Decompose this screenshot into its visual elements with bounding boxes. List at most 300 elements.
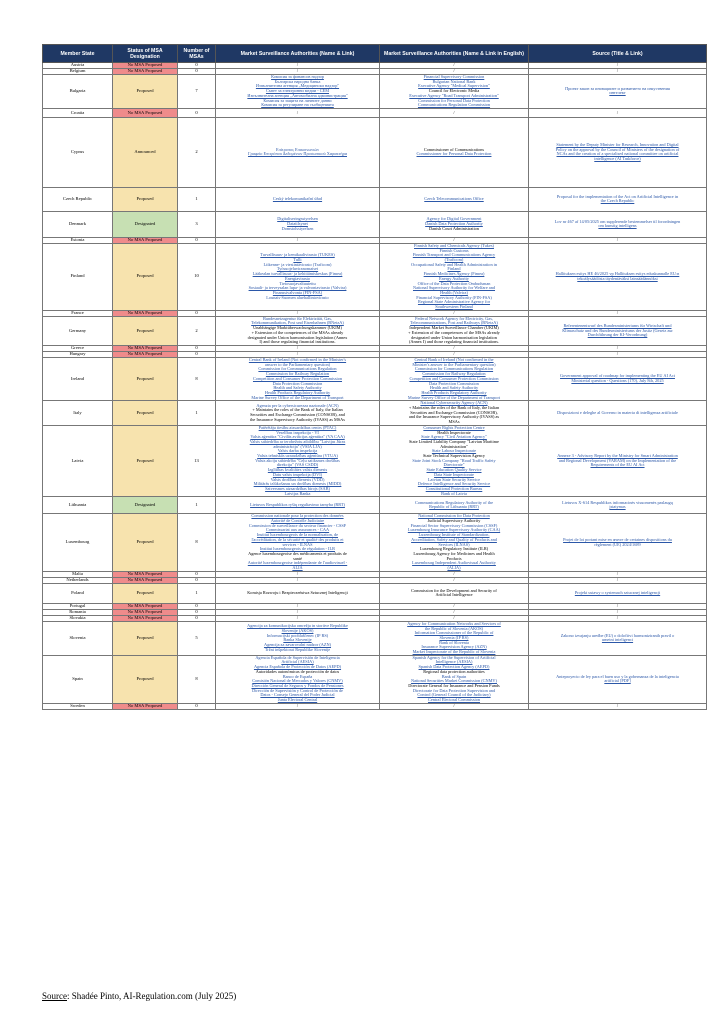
msa-count-cell: 2 [178, 117, 216, 187]
member-state-cell: Austria [43, 63, 113, 69]
source-link[interactable]: Lietuvos X-614 Respublikos informacinės visuomenės paslaugų [562, 500, 673, 505]
authority-link[interactable]: Regional State Administrative Agency for [417, 300, 491, 305]
authority-link[interactable]: Banco de España [282, 674, 313, 679]
msa-count-cell: 3 [178, 211, 216, 237]
authority-link[interactable]: Financial Supervisory Commission [423, 75, 485, 79]
authority-text: / [453, 615, 455, 620]
authority-link[interactable]: Luxembourg Institute of Standardization, [418, 533, 490, 538]
status-cell: Proposed [113, 357, 178, 400]
authority-link[interactable]: Turvallisuus- ja kemikaalivirasto (TUKES) [260, 253, 335, 258]
authority-link[interactable]: Valsts tehniskās uzraudzības aģentūra (VTUA) [257, 454, 338, 459]
member-state-cell: Italy [43, 401, 113, 426]
authority-link[interactable]: Bank of Spain [441, 674, 467, 679]
authority-text: / [453, 110, 455, 115]
source-link[interactable]: Projet de loi portant mise en œuvre de certaines dispositions du [563, 537, 672, 542]
source-link[interactable]: Проект закон за иновациите и развитието на изкуствения [565, 86, 670, 91]
authority-link[interactable]: Luxembourg Independent Audiovisual Authority [412, 561, 496, 566]
authority-link[interactable]: the Republic of Slovenia (AKOS) [424, 626, 484, 631]
authority-link[interactable]: Executive Agency "Medical Supervision" [418, 84, 490, 89]
authority-link[interactable]: Комисия за финансов надзор [271, 75, 324, 79]
source-link[interactable]: Hallituksen esitys HE 46/2025 vp Hallituksen esitys eduskunnalle EU:n [555, 272, 680, 277]
authority-link[interactable]: Institut luxembourgeois de la normalisation, de [256, 533, 339, 538]
authority-link[interactable]: Agencija za komunikacijska omrežja in storitve Republike [247, 624, 348, 629]
authorities-english-cell [380, 187, 529, 211]
authority-link[interactable]: Constitutional Protection Bureau [425, 486, 483, 491]
authorities-native-cell [216, 621, 380, 655]
authority-link[interactable]: Commission for Railway Regulation [422, 372, 486, 377]
authority-link[interactable]: Consumer Rights Protection Centre [423, 425, 485, 430]
msa-count-cell: 2 [178, 316, 216, 345]
authority-link[interactable]: ALIA [292, 566, 303, 571]
source-cell [529, 655, 707, 703]
authority-link[interactable]: Office of the Data Protection Ombudsman [417, 281, 491, 286]
authority-link[interactable]: Commission for Communications Regulation [414, 367, 494, 372]
source-link[interactable]: intelligence (AI Taskforce) [594, 157, 641, 162]
source-link[interactable]: Requirements of the EU AI Act [590, 463, 645, 468]
member-state-cell: Malta [43, 571, 113, 577]
member-state-cell: Finland [43, 243, 113, 310]
source-link[interactable]: Durchführung der KI-Verordnung) [587, 333, 648, 338]
source-cell [529, 211, 707, 237]
authority-link[interactable]: Český telekomunikační úřad [272, 197, 323, 202]
authority-link[interactable]: National Cybersecurity Agency (ACN) [420, 401, 488, 406]
msa-count-cell: 0 [178, 237, 216, 243]
authority-link[interactable]: National Securities Market Commission (CNMV) [411, 679, 497, 684]
authority-link[interactable]: Comisión Nacional de Mercados y Valores (CNMV) [252, 679, 343, 684]
authority-link[interactable]: Financial Supervisory Authority (FIN-FSA) [416, 295, 492, 300]
authority-link[interactable]: Dirección General de Seguros y Fondos de Pensiones [251, 683, 344, 688]
source-link[interactable]: tekoälysäädösta täydentäväksi lainsäädännöksi [577, 276, 658, 281]
authority-text: / [296, 63, 299, 68]
authority-link[interactable]: Valsts akciju sabiedrība "Ceļu satiksmes drošības [255, 458, 340, 463]
authority-link[interactable]: Artificial (AESIA) [281, 660, 314, 665]
authorities-native-cell [216, 401, 380, 426]
authority-link[interactable]: Slovenije (AKOS) [281, 628, 314, 633]
authority-link[interactable]: Patērētāju tiesību aizsardzības centrs (PTAC) [258, 425, 337, 430]
header-authorities-english: Market Surveillance Authorities (Name & Link in English) [380, 45, 529, 63]
authority-link[interactable]: Autorité luxembourgeoise indépendante de l'audiovisuel - [247, 561, 348, 566]
authorities-native-cell [216, 117, 380, 187]
authority-link[interactable]: Agency for Digital Government [426, 217, 482, 222]
authority-link[interactable]: Commission de surveillance du secteur financier - CSSF [248, 523, 347, 528]
authority-link[interactable]: l'accréditation, de la sécurité et qualité des produits et [251, 537, 344, 542]
member-state-cell: Croatia [43, 108, 113, 117]
authority-text: / [296, 571, 299, 576]
authority-text: + Maintains the roles of the Bank of Italy, the Italian [252, 408, 343, 413]
source-link[interactable]: Government approval of roadmap for implementing the EU AI Act [560, 374, 675, 379]
header-row [43, 45, 707, 63]
source-link[interactable]: Referentenentwurf des Bundesministeriums für Wirtschaft und [563, 323, 672, 328]
authority-link[interactable]: Market Inspectorate of the Republic of Slovenia [412, 650, 496, 655]
source-cell [529, 497, 707, 514]
authority-link[interactable]: services - ILNAS [282, 542, 313, 547]
table-row [43, 497, 707, 514]
authorities-native-cell [216, 425, 380, 497]
source-link[interactable]: Statement by the Deputy Minister for Research, Innovation and Digital [556, 143, 679, 148]
authority-link[interactable]: State Agency "Civil Aviation Agency" [421, 435, 487, 440]
authority-text: and the Insurance Supervisory Authority (IVASS) as [408, 415, 500, 420]
authority-text: Health Inspectorate [437, 430, 471, 435]
source-link[interactable]: artificial [PDF] [604, 679, 631, 684]
authority-link[interactable]: Communications Regulatory Authority of the [414, 500, 494, 505]
header-status: Status of MSA Designation [113, 45, 178, 63]
authority-link[interactable]: Health Products Regulatory Authority [264, 390, 331, 395]
authority-link[interactable]: National Supervisory Authority for Welfare and [412, 286, 496, 291]
source-text-line: / [616, 346, 619, 351]
authority-text: / [296, 352, 299, 357]
authority-link[interactable]: Commission for Personal Data Protection [418, 98, 490, 103]
authority-link[interactable]: Marine Survey Office of the Department of Transport [407, 395, 501, 400]
authority-text: + Extension of the competences of the MSAs already [408, 330, 500, 335]
authority-link[interactable]: Banka Slovenije [283, 638, 312, 643]
authority-link[interactable]: Czech Telecommunications Office [424, 197, 484, 202]
authority-link[interactable]: Digitaliseringsstyrelsen [277, 217, 318, 222]
authority-link[interactable]: Insurance Supervision Agency (AZN) [421, 645, 487, 650]
authority-link[interactable]: Minister's answer to the Parliamentary question) [412, 362, 496, 367]
source-text-line: / [616, 310, 619, 315]
authority-link[interactable]: Telecommunications, Post and Railways (BNetzA) [410, 321, 498, 326]
authority-link[interactable]: Valsts drošības dienests (VDD) [270, 477, 325, 482]
source-link[interactable]: įstatymas [609, 505, 626, 510]
authority-link[interactable]: Accreditation, Safety and Quality of Products and [411, 537, 497, 542]
source-cell [529, 401, 707, 426]
authority-link[interactable]: National Commission for Data Protection [418, 514, 490, 519]
member-state-cell: Netherlands [43, 577, 113, 583]
authority-link[interactable]: Services (ILNAS) [438, 542, 470, 547]
authority-link[interactable]: Finnish Customs [439, 248, 469, 253]
source-link[interactable]: règlement (UE) 2024/1689 [594, 542, 641, 547]
authorities-native-cell [216, 514, 380, 571]
authority-link[interactable]: State Education Quality Service [426, 468, 482, 473]
authority-link[interactable]: Southwestern Finland [435, 305, 473, 310]
authority-text: / [453, 703, 455, 708]
authority-link[interactable]: (ALIA) [447, 566, 461, 571]
authority-link[interactable]: Militārās izlūkošanas un drošības dienests (MIDD) [253, 482, 342, 487]
authority-link[interactable]: Lietuvos Respublikos ryšių reguliavimo tarnyba (RRT) [250, 503, 345, 508]
authority-text: / [296, 609, 299, 614]
authority-link[interactable]: answer to the Parliamentary question) [264, 362, 331, 367]
source-text-line: / [616, 69, 619, 74]
authority-link[interactable]: Agency for Communication Networks and Services of [407, 621, 501, 626]
status-cell: No MSA Proposed [113, 237, 178, 243]
source-text-line: / [616, 110, 619, 115]
authority-link[interactable]: Energiavirasto [285, 276, 310, 281]
authority-link[interactable]: Information Commissioner of the Republic of [414, 631, 494, 636]
table-row [43, 621, 707, 655]
member-state-cell: Greece [43, 345, 113, 351]
authority-link[interactable]: Agenzia per la cybersicurezza nazionale (ACN) [256, 403, 339, 408]
authority-link[interactable]: Finanssivalvonta (FIN-FSA) [272, 290, 323, 295]
authority-link[interactable]: Domstolsstyrelsen [281, 226, 314, 231]
authority-link[interactable]: Health Products Regulatory Authority [421, 390, 487, 395]
msa-count-cell: 0 [178, 703, 216, 709]
source-link[interactable]: Anteproyecto de ley para el buen uso y la gobernanza de la inteligencia [556, 674, 679, 679]
table-row [43, 703, 707, 709]
table-row [43, 243, 707, 310]
msa-count-cell: 0 [178, 351, 216, 357]
authority-link[interactable]: Republic of Lithuania (RRT) [429, 505, 479, 510]
status-cell: No MSA Proposed [113, 108, 178, 117]
authority-link[interactable]: Data Protection Commission [272, 381, 323, 386]
authority-text: / [453, 238, 455, 243]
authority-link[interactable]: Bank of Latvia [441, 491, 467, 496]
authority-link[interactable]: Latvian State Security Service [427, 477, 481, 482]
authority-text: State Limited Liability Company "Latvian Maritime [409, 439, 499, 444]
source-link[interactable]: Projekt ustawy o systemach sztucznej inteligencji [574, 590, 661, 595]
authority-link[interactable]: Valsts darba inspekcija [277, 449, 318, 454]
authority-text: santé [293, 556, 302, 561]
member-state-cell: Romania [43, 609, 113, 615]
source-link[interactable]: Annexe 3 - Advisory Report by the Ministry for Smart Administration [557, 454, 678, 459]
authority-link[interactable]: Finnish Medicines Agency (Fimea) [423, 272, 485, 277]
authority-link[interactable]: Institut luxembourgeois de régulation - ILR [260, 547, 335, 552]
authority-link[interactable]: Slovenia (IP RS) [439, 635, 469, 640]
authority-link[interactable]: Työsuojeluviranomaiset [276, 267, 319, 272]
authority-link[interactable]: Съвет за електронни медии - СЕМ [265, 89, 330, 94]
msa-count-cell: 0 [178, 571, 216, 577]
authority-link[interactable]: Central Bank of Ireland (Not confirmed in the [414, 357, 494, 362]
authority-link[interactable]: Commission for Communications Regulation [258, 367, 337, 372]
authorities-native-cell [216, 187, 380, 211]
authority-link[interactable]: State Labour Inspectorate [431, 449, 477, 454]
table-row [43, 401, 707, 426]
table-row [43, 187, 707, 211]
authority-link[interactable]: Agencija za zavarovalni nadzor (AZN) [263, 642, 332, 647]
authority-link[interactable]: Lääkealan turvallisuus- ja kehittämiskeskus (Fimea) [252, 272, 343, 277]
authority-text: / [453, 346, 455, 351]
authority-text: Luxembourg Regulatory Institute (ILR) [419, 547, 489, 552]
authority-link[interactable]: Finnish Safety and Chemicals Agency (Tukes) [414, 243, 494, 248]
authority-text: / [296, 238, 299, 243]
authority-link[interactable]: Επίτροπος Επικοινωνιών [275, 147, 320, 152]
source-link[interactable]: интелект [609, 91, 626, 96]
msa-count-cell: 8 [178, 357, 216, 400]
authority-link[interactable]: Datatilsynet [287, 222, 308, 227]
authority-link[interactable]: Occupational Safety and Health Administration in [410, 262, 498, 267]
authority-link[interactable]: Autorité de Contrôle Judiciaire [270, 519, 325, 524]
source-link[interactable]: umetni inteligenci [601, 638, 634, 643]
authority-text: Commission for the Development and Security of [411, 588, 497, 593]
source-link[interactable]: Lov nr 467 af 14/05/2025 om supplerende bestemmelser til forordningen [554, 219, 681, 224]
status-cell: Proposed [113, 401, 178, 426]
authority-link[interactable]: Danish Data Protection Authority [425, 222, 483, 227]
msa-count-cell: 0 [178, 108, 216, 117]
authority-link[interactable]: Spanish Data Protection Agency (AEPD) [418, 665, 490, 670]
authority-link[interactable]: (Traficom) [444, 258, 464, 263]
authority-link[interactable]: Central Bank of Ireland (Not confirmed in the Minister's [248, 357, 347, 362]
authority-link[interactable]: Bank of Slovenia [439, 640, 469, 645]
authority-link[interactable]: Financial Sector Supervisory Commission (CSSF) [410, 523, 498, 528]
authority-link[interactable]: Lounais-Suomen aluehallintovirasto [266, 295, 329, 300]
member-state-cell: Poland [43, 583, 113, 603]
authority-link[interactable]: State Joint Stock Company "Road Traffic Safety [412, 458, 496, 463]
authority-text: Administration" [440, 444, 468, 449]
authority-link[interactable]: Health (Valvira) [440, 290, 468, 295]
authority-link[interactable]: Intelligence (AESIA) [435, 660, 473, 665]
authority-link[interactable]: Bulgarian National Bank [432, 79, 476, 84]
authority-link[interactable]: Informacijski pooblaščenec (IP RS) [266, 633, 329, 638]
authority-text: Securities and Exchange Commission (CONSOB), [410, 410, 498, 415]
source-link[interactable]: Policy on the approval by the Council of Ministers of the designation of [555, 147, 680, 152]
authority-link[interactable]: Executive Agency "Road Transport Administration" [409, 93, 499, 98]
member-state-cell: Germany [43, 316, 113, 345]
authority-link[interactable]: Directorate" [443, 463, 465, 468]
authority-text: / [453, 63, 455, 68]
authority-text: Products [446, 556, 462, 561]
member-state-cell: Denmark [43, 211, 113, 237]
authority-link[interactable]: Satversmes aizsardzības birojs (SAB) [265, 486, 330, 491]
authority-link[interactable]: Commissioner for Personal Data Protection [416, 152, 492, 157]
member-state-cell: Belgium [43, 69, 113, 75]
authorities-native-cell [216, 497, 380, 514]
authority-link[interactable]: Competition and Consumer Protection Commission [409, 376, 499, 381]
authority-text: Directorate General for Insurance and Pension Funds [408, 683, 500, 688]
status-cell: No MSA Proposed [113, 609, 178, 615]
authority-link[interactable]: Изпълнителна агенция „Автомобилна администрация" [247, 93, 348, 98]
authority-link[interactable]: Commission for Railway Regulation [265, 372, 330, 377]
authority-link[interactable]: Tulli [293, 258, 302, 263]
authority-link[interactable]: Datos - Consejo General del Poder Judicial [260, 693, 335, 698]
authority-link[interactable]: Agencia Española de Protección de Datos (AEPD) [253, 665, 342, 670]
source-link[interactable]: the Czech Republic [600, 199, 635, 204]
authority-text: Unabhängige Marktüberwachungskammer (UKIM) [253, 326, 342, 331]
authority-link[interactable]: Latvijas Banka [284, 491, 311, 496]
authority-link[interactable]: Izglītības kvalitātes valsts dienests [267, 468, 328, 473]
table-body [43, 63, 707, 710]
authority-text: I) and those regulating financial institutions. [259, 340, 336, 345]
authorities-english-cell [380, 243, 529, 310]
authority-text: designated under Union harmonisation legislation [411, 335, 497, 340]
authority-link[interactable]: Българска народна банка [274, 79, 321, 84]
source-text-line: / [616, 571, 619, 576]
source-cell [529, 117, 707, 187]
source-link[interactable]: Disposizioni e deleghe al Governo in materia di intelligenza artificiale [557, 410, 678, 415]
authority-link[interactable]: Junta Electoral Central [277, 698, 318, 703]
authority-link[interactable]: Energy Authority [439, 276, 469, 281]
authority-link[interactable]: direkcija" (VAS CSDD) [276, 463, 319, 468]
authority-link[interactable]: Bundesnetzagentur für Elektrizität, Gas, [262, 316, 333, 321]
authority-link[interactable]: Commissariat aux assurances - CAA [265, 528, 330, 533]
authority-link[interactable]: Agencia Española de Supervisión de Inteligencia [255, 655, 340, 660]
msa-count-cell: 0 [178, 310, 216, 316]
authority-text: Commissioner of Communications [423, 147, 485, 152]
authority-link[interactable]: administrācija" (VSIA LJA) [273, 444, 322, 449]
authority-text: Luxembourg Agency for Medicines and Health [413, 552, 495, 556]
source-cell [529, 108, 707, 117]
authorities-english-cell [380, 514, 529, 571]
authority-link[interactable]: Communications Regulation Commission [417, 103, 491, 108]
authority-link[interactable]: Central Electoral Commission [427, 698, 481, 703]
authority-text: / [453, 310, 455, 315]
authority-text: the Insurance Supervisory Authority (IVASS) as MSAs [250, 417, 345, 422]
source-link[interactable]: NCAs and the creation of a specialised national committee on artificial [556, 152, 679, 157]
status-cell: Proposed [113, 243, 178, 310]
authority-link[interactable]: Datu valsts inspekcija (DVI) [272, 472, 323, 477]
msa-count-cell: 0 [178, 577, 216, 583]
authority-link[interactable]: Γραφείο Επιτρόπου Δεδομένων Προσωπικού Χαρακτήρα [247, 152, 347, 157]
status-cell: No MSA Proposed [113, 351, 178, 357]
status-cell: No MSA Proposed [113, 310, 178, 316]
member-state-cell: Sweden [43, 703, 113, 709]
authorities-english-cell [380, 108, 529, 117]
authorities-english-cell [380, 401, 529, 426]
authority-link[interactable]: Комисия за регулиране на съобщенията [261, 103, 334, 108]
msa-count-cell: 0 [178, 63, 216, 69]
authority-link[interactable]: Sosiaali- ja terveysalan lupa- ja valvontavirasto (Valvira) [248, 286, 347, 291]
table-row [43, 117, 707, 187]
authority-link[interactable]: Изпълнителна агенция „Медицински надзор" [255, 84, 340, 89]
authorities-native-cell [216, 243, 380, 310]
authorities-native-cell [216, 357, 380, 400]
authority-link[interactable]: Valsts sabiedrība ar ierobežotu atbildību "Latvijas Jūras [249, 439, 346, 444]
authority-link[interactable]: Комисия за защита на личните данни [263, 98, 332, 103]
status-cell: Designated [113, 497, 178, 514]
status-cell: Announced [113, 117, 178, 187]
authority-link[interactable]: Marine Survey Office of the Department of Transport [251, 395, 344, 400]
authority-text: / [296, 346, 299, 351]
authorities-english-cell [380, 425, 529, 497]
authority-link[interactable]: Finland [447, 267, 461, 272]
authority-link[interactable]: Competition and Consumer Protection Commission [252, 376, 343, 381]
authority-link[interactable]: Federal Network Agency for Electricity, Gas, [415, 316, 493, 321]
source-link[interactable]: Zakono izvajanju uredbe (EU) o določitvi harmoniziranih pravil o [560, 633, 675, 638]
source-link[interactable]: Klimaschutz und des Bundesministeriums der Justiz (Gesetz zur [562, 328, 673, 333]
authority-link[interactable]: Commission nationale pour la protection des données [251, 514, 344, 519]
msa-count-cell: 5 [178, 621, 216, 655]
source-link[interactable]: Proposal for the implementation of the Act on Artificial Intelligence in [556, 194, 679, 199]
source-link[interactable]: Ministerial question - Questions (170), July 8th, 2025 [571, 379, 664, 384]
authority-text: / [296, 310, 299, 315]
authority-link[interactable]: Tietosuojavaltuutettu [279, 281, 316, 286]
authority-text: + Maintains the roles of the Bank of Italy, the Italian [408, 406, 500, 411]
source-link[interactable]: om kunstig intelligens [598, 224, 637, 229]
authority-link[interactable]: Health and Safety Authority [429, 386, 479, 391]
authority-link[interactable]: Data State Inspectorate [434, 472, 474, 477]
authority-text: Danish Court Administration [429, 226, 479, 231]
authority-link[interactable]: Luxembourg Insurance Supervisory Authority (CAA) [407, 528, 501, 533]
authority-text: Council for Electronic Media [428, 89, 480, 94]
authority-text: / [453, 577, 455, 582]
authority-link[interactable]: Finnish Transport and Communications Agency [412, 253, 496, 258]
authority-link[interactable]: Health and Safety Authority [273, 386, 322, 391]
source-text-line: / [616, 63, 619, 68]
authority-link[interactable]: Veselības inspekcija - VI [276, 430, 319, 435]
authorities-english-cell [380, 583, 529, 603]
authorities-native-cell [216, 655, 380, 703]
source-link[interactable]: and Regional Development (VARAM) on the Implementation of the [558, 458, 677, 463]
authority-link[interactable]: Defence Intelligence and Security Service [417, 482, 491, 487]
authority-link[interactable]: Valsts aģentūra "Civilās aviācijas aģentūra" (VA CAA) [250, 435, 345, 440]
source-footer [42, 991, 236, 1001]
authority-link[interactable]: Tržni inšpektorat Republike Slovenije [264, 647, 331, 652]
authority-link[interactable]: Dirección de Supervisión y Control de Protección de [252, 688, 343, 693]
authority-link[interactable]: Liikenne- ja viestintävirasto (Traficom) [263, 262, 332, 267]
authority-link[interactable]: Telekommunikation, Post und Eisenbahnen (BNetzA) [251, 321, 344, 326]
header-member-state: Member State [43, 45, 113, 63]
authority-text: / [453, 352, 455, 357]
msa-count-cell: 0 [178, 69, 216, 75]
authority-link[interactable]: Data Protection Commission [429, 381, 479, 386]
authority-link[interactable]: Control (General Council of the Judiciary) [417, 693, 491, 698]
msa-count-cell: 1 [178, 497, 216, 514]
authority-text: / [453, 603, 455, 608]
authority-link[interactable]: Directorate for Data Protection Supervision and [412, 688, 496, 693]
authority-link[interactable]: Spanish Agency for the Supervision of Artificial [412, 655, 496, 660]
status-cell: Proposed [113, 655, 178, 703]
member-state-cell: France [43, 310, 113, 316]
authorities-english-cell [380, 75, 529, 109]
authority-text: designated under Union harmonisation legislation (Annex [247, 335, 348, 340]
